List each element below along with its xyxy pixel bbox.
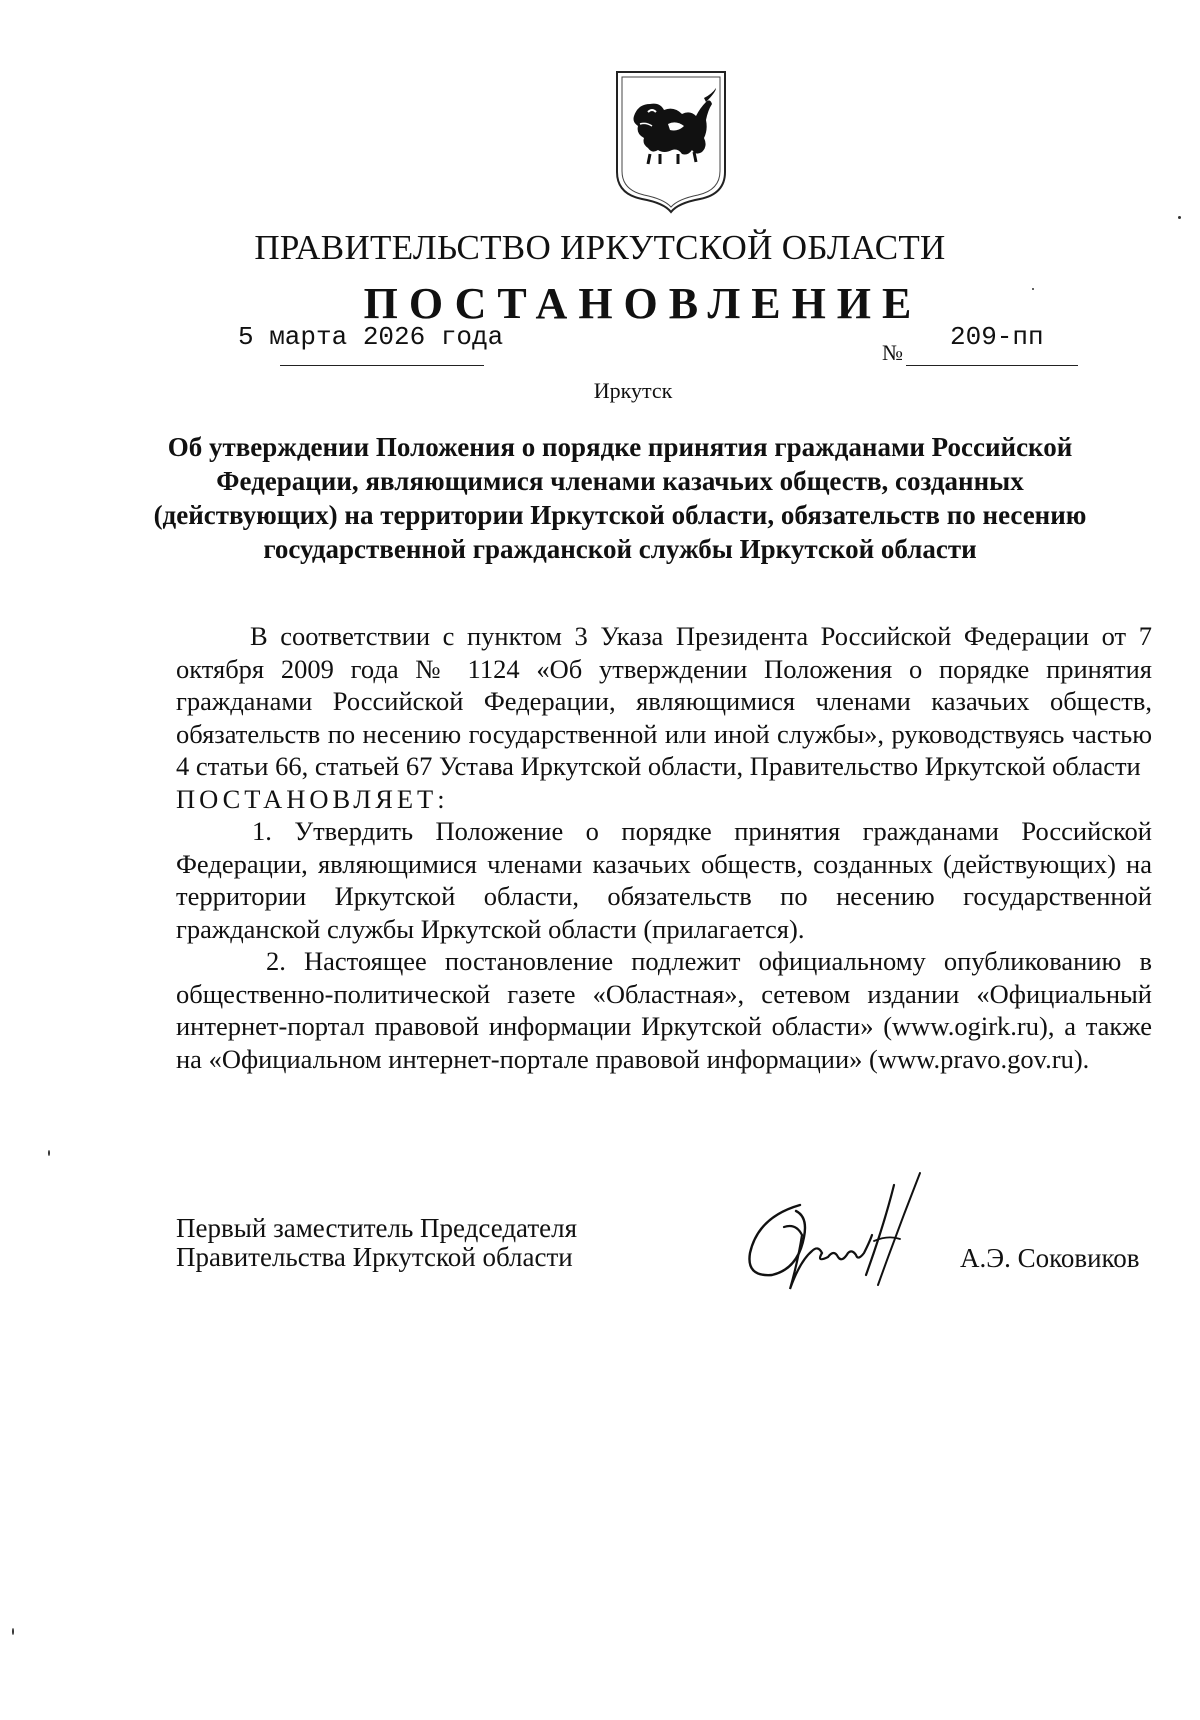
document-subject: Об утверждении Положения о порядке принятия гражданами Российской Федерации, являющимися членами казачьих обществ, созданных (действующих) на территории Иркутской области, обязательств по несению государственной гражданской службы Иркутской области [153, 432, 1087, 564]
decree-item-1: 1. Утвердить Положение о порядке принятия гражданами Российской Федерации, являющимися членами казачьих обществ, созданных (действующих) на территории Иркутской области, обязательств по несению государственной гражданской службы Иркутской области (прилагается). [176, 816, 1152, 944]
number-sign: № [882, 340, 903, 365]
document-body [176, 620, 1152, 1075]
date-underline [280, 365, 484, 366]
document-number: 209-пп [950, 322, 1044, 352]
scan-speck [1178, 216, 1181, 219]
scan-speck [1032, 288, 1034, 290]
signatory-position-line2: Правительства Иркутской области [176, 1242, 573, 1272]
handwritten-signature-icon [738, 1165, 970, 1315]
scan-speck [12, 1628, 14, 1635]
signatory-position [176, 1214, 577, 1272]
city-name: Иркутск [593, 378, 673, 403]
document-kind: ПОСТАНОВЛЕНИЕ [363, 279, 923, 328]
decrees-heading: ПОСТАНОВЛЯЕТ: [176, 783, 449, 814]
number-underline [906, 365, 1078, 366]
government-title: ПРАВИТЕЛЬСТВО ИРКУТСКОЙ ОБЛАСТИ [254, 228, 946, 267]
coat-of-arms-icon [612, 68, 730, 214]
signatory-name: А.Э. Соковиков [960, 1243, 1140, 1273]
decree-item-2: 2. Настоящее постановление подлежит официальному опубликованию в общественно-политической газете «Областная», сетевом издании «Официальный интернет-портал правовой информации Иркутской области» (www.ogirk.ru), а также на «Официальном интернет-портале правовой информации» (www.pravo.gov.ru). [176, 946, 1152, 1074]
preamble-paragraph: В соответствии с пунктом 3 Указа Президента Российской Федерации от 7 октября 2009 года № 1124 «Об утверждении Положения о порядке принятия гражданами Российской Федерации, являющимися членами казачьих обществ, обязательств по несению государственной или иной службы», руководствуясь частью 4 статьи 66, статьей 67 Устава Иркутской области, Правительство Иркутской области [176, 621, 1152, 781]
scan-speck [48, 1150, 50, 1156]
signatory-position-line1: Первый заместитель Председателя [176, 1213, 578, 1243]
document-date: 5 марта 2026 года [238, 322, 504, 352]
